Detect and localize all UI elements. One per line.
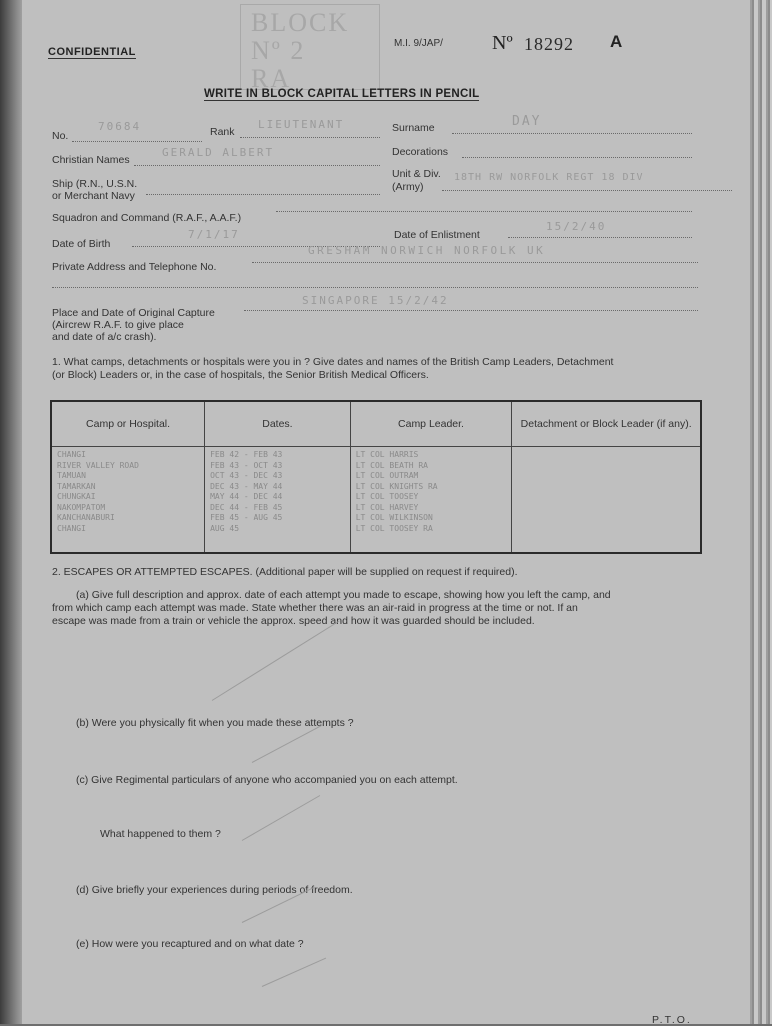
- list-item: FEB 45 - AUG 45: [210, 513, 283, 522]
- unit-line: [442, 190, 732, 191]
- ship-label-1: Ship (R.N., U.S.N.: [52, 178, 138, 190]
- enlistment-label: Date of Enlistment: [394, 229, 480, 241]
- no-line: [72, 141, 202, 142]
- column-dates: Dates.: [205, 401, 351, 447]
- squadron-label: Squadron and Command (R.A.F., A.A.F.): [52, 212, 242, 224]
- address-line-2: [52, 287, 698, 288]
- reference-number: 18292: [524, 34, 574, 54]
- question-1-line-1: 1. What camps, detachments or hospitals were you in ? Give dates and names of the British Camp Leaders, Detachment: [52, 356, 614, 368]
- question-2c-sub: What happened to them ?: [100, 828, 221, 840]
- question-2e: (e) How were you recaptured and on what date ?: [76, 938, 304, 950]
- date-of-birth-value: 7/1/17: [188, 228, 240, 241]
- list-item: RIVER VALLEY ROAD: [57, 460, 139, 470]
- questionnaire-page: [22, 0, 750, 1024]
- list-item: TAMARKAN: [57, 481, 96, 491]
- camps-cell: [51, 447, 205, 554]
- list-item: LT COL TOOSEY RA: [355, 523, 433, 533]
- list-item: AUG 45: [210, 523, 240, 533]
- table-row: [51, 447, 701, 554]
- rank-label: Rank: [210, 126, 235, 138]
- christian-names-value: GERALD ALBERT: [162, 146, 275, 159]
- camps-table-header: [51, 401, 701, 447]
- no-label: No.: [52, 130, 69, 142]
- rank-value: LIEUTENANT: [258, 118, 345, 131]
- column-detachment-leader: Detachment or Block Leader (if any).: [512, 401, 701, 447]
- strike-line-b: [252, 725, 323, 763]
- list-item: OCT 43 - DEC 43: [210, 471, 283, 480]
- unit-label-2: (Army): [392, 181, 424, 193]
- list-item: LT COL BEATH RA: [355, 460, 428, 470]
- question-2d: (d) Give briefly your experiences during periods of freedom.: [76, 884, 353, 896]
- confidential-label: CONFIDENTIAL: [48, 46, 136, 58]
- capture-label-3: and date of a/c crash).: [52, 331, 157, 343]
- list-item: NAKOMPATOM: [57, 502, 106, 512]
- list-item: MAY 44 - DEC 44: [210, 492, 283, 501]
- number-sign: Nº: [492, 32, 513, 54]
- leaders-cell: [350, 447, 512, 554]
- list-item: LT COL TOOSEY: [355, 492, 419, 501]
- christian-names-line: [134, 165, 380, 166]
- surname-line: [452, 133, 692, 134]
- decorations-label: Decorations: [392, 146, 449, 158]
- no-value: 70684: [98, 120, 142, 133]
- enlistment-value: 15/2/40: [546, 220, 607, 233]
- surname-value: DAY: [512, 114, 542, 129]
- list-item: LT COL HARVEY: [355, 502, 419, 512]
- page-turn-label: P.T.O.: [652, 1014, 692, 1026]
- ship-label-2: or Merchant Navy: [52, 190, 135, 202]
- detachment-cell: [512, 447, 701, 554]
- rank-line: [240, 137, 380, 138]
- list-item: KANCHANABURI: [57, 513, 115, 522]
- list-item: LT COL OUTRAM: [355, 471, 419, 480]
- column-camp-or-hospital: Camp or Hospital.: [51, 401, 205, 447]
- list-item: FEB 43 - OCT 43: [210, 460, 283, 470]
- capture-label-1: Place and Date of Original Capture: [52, 307, 215, 319]
- list-item: CHANGI: [57, 523, 86, 533]
- ship-line: [146, 194, 380, 195]
- christian-names-label: Christian Names: [52, 154, 130, 166]
- list-item: DEC 44 - FEB 45: [210, 502, 283, 512]
- address-label: Private Address and Telephone No.: [52, 261, 217, 273]
- question-1-line-2: (or Block) Leaders or, in the case of hospitals, the Senior British Medical Officers.: [52, 369, 429, 381]
- address-line: [252, 262, 698, 263]
- question-2-heading: 2. ESCAPES OR ATTEMPTED ESCAPES. (Additional paper will be supplied on request if required).: [52, 566, 518, 578]
- form-instruction-title: WRITE IN BLOCK CAPITAL LETTERS IN PENCIL: [204, 88, 480, 100]
- enlistment-line: [508, 237, 692, 238]
- stamp-line-2: Nº 2: [251, 36, 306, 65]
- question-2a-line-2: from which camp each attempt was made. State whether there was an air-raid in progress at the time or not. If an: [52, 602, 578, 614]
- reference-label: M.I. 9/JAP/: [394, 38, 443, 49]
- capture-value: SINGAPORE 15/2/42: [302, 294, 449, 307]
- unit-value: 18TH RW NORFOLK REGT 18 DIV: [454, 172, 644, 183]
- surname-label: Surname: [392, 122, 435, 134]
- list-item: DEC 43 - MAY 44: [210, 481, 283, 491]
- stamp-line-1: BLOCK: [251, 8, 350, 37]
- block-stamp: [240, 4, 380, 93]
- reference-suffix: A: [610, 32, 623, 51]
- question-2c: (c) Give Regimental particulars of anyone who accompanied you on each attempt.: [76, 774, 458, 786]
- list-item: CHANGI: [57, 450, 86, 459]
- decorations-line: [462, 157, 692, 158]
- list-item: LT COL HARRIS: [355, 450, 419, 459]
- camps-table: [50, 400, 702, 554]
- question-2b: (b) Were you physically fit when you made these attempts ?: [76, 717, 354, 729]
- column-camp-leader: Camp Leader.: [350, 401, 512, 447]
- list-item: LT COL KNIGHTS RA: [355, 481, 438, 491]
- stamp-line-3: RA: [251, 64, 292, 93]
- strike-line-e: [262, 958, 326, 987]
- unit-label-1: Unit & Div.: [392, 168, 441, 180]
- squadron-line: [276, 211, 692, 212]
- list-item: LT COL WILKINSON: [355, 513, 433, 522]
- binding-edge: [0, 0, 24, 1024]
- strike-line-a: [212, 621, 340, 701]
- capture-line: [244, 310, 698, 311]
- date-of-birth-label: Date of Birth: [52, 238, 111, 250]
- list-item: FEB 42 - FEB 43: [210, 450, 283, 459]
- list-item: CHUNGKAI: [57, 492, 96, 501]
- dates-cell: [205, 447, 351, 554]
- address-value: GRESHAM NORWICH NORFOLK UK: [308, 244, 546, 257]
- list-item: TAMUAN: [57, 471, 86, 480]
- question-2a-line-1: (a) Give full description and approx. date of each attempt you made to escape, showing how you left the camp, and: [76, 589, 611, 601]
- strike-line-c: [242, 795, 320, 841]
- question-2a-line-3: escape was made from a train or vehicle the approx. speed and how it was guarded should be included.: [52, 615, 535, 627]
- capture-label-2: (Aircrew R.A.F. to give place: [52, 319, 184, 331]
